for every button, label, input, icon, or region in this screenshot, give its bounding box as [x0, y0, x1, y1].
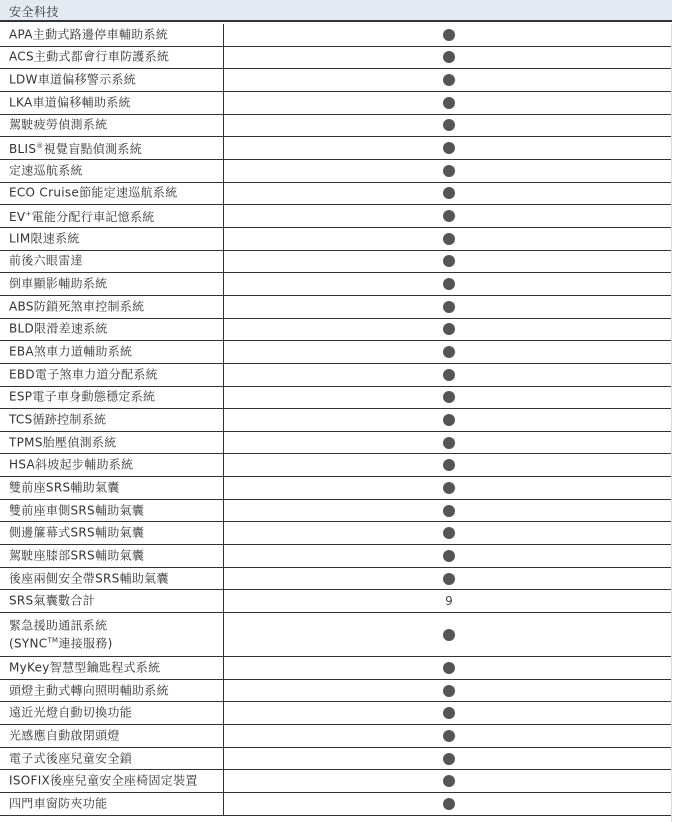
standard-equipment-dot-icon [443, 346, 455, 358]
standard-equipment-dot-icon [443, 29, 455, 41]
spec-row [0, 341, 672, 364]
feature-label [9, 163, 221, 178]
feature-label [9, 480, 221, 495]
spec-row [0, 657, 672, 680]
standard-equipment-dot-icon [443, 391, 455, 403]
feature-value [443, 629, 455, 641]
column-divider [223, 251, 224, 273]
standard-equipment-dot-icon [443, 369, 455, 381]
feature-label [9, 277, 221, 292]
feature-label-pre: EV [9, 210, 26, 225]
spec-row [0, 160, 672, 183]
feature-label-text: MyKey智慧型鑰匙程式系統 [9, 660, 161, 675]
superscript-mark: + [25, 210, 32, 219]
feature-label-text: 駕駛疲勞偵測系統 [9, 117, 108, 132]
section-header [0, 0, 672, 22]
standard-equipment-dot-icon [443, 301, 455, 313]
feature-label [9, 118, 221, 133]
feature-value [443, 685, 455, 697]
feature-label [9, 50, 221, 65]
feature-label-text: BLD限滑差速系統 [9, 321, 108, 336]
feature-label [9, 706, 221, 721]
feature-label-text: ACS主動式都會行車防護系統 [9, 49, 170, 64]
feature-value [443, 437, 455, 449]
feature-label [9, 345, 221, 360]
feature-label [9, 139, 221, 157]
feature-label [9, 796, 221, 811]
feature-label-text: 定速巡航系統 [9, 163, 83, 178]
feature-label [9, 751, 221, 766]
airbag-count-value: 9 [445, 594, 453, 609]
feature-label-text: 側邊簾幕式SRS輔助氣囊 [9, 525, 145, 540]
spec-row [0, 545, 672, 568]
feature-label-text: 雙前座車側SRS輔助氣囊 [9, 503, 145, 518]
section-title: 安全科技 [9, 5, 60, 19]
feature-value [443, 662, 455, 674]
feature-value [443, 505, 455, 517]
column-divider [223, 409, 224, 431]
feature-value [443, 119, 455, 131]
superscript-mark: ® [36, 142, 44, 151]
standard-equipment-dot-icon [443, 775, 455, 787]
column-divider [223, 115, 224, 137]
feature-label-text: LKA車道偏移輔助系統 [9, 95, 131, 110]
standard-equipment-dot-icon [443, 414, 455, 426]
column-divider [223, 545, 224, 567]
feature-value [443, 29, 455, 41]
feature-value [443, 482, 455, 494]
spec-row [0, 183, 672, 206]
feature-label [9, 618, 221, 651]
feature-label [9, 594, 221, 609]
column-divider [223, 657, 224, 679]
column-divider [223, 387, 224, 409]
column-divider [223, 47, 224, 69]
spec-row [0, 364, 672, 387]
column-divider [223, 24, 224, 46]
spec-row [0, 409, 672, 432]
feature-value [445, 594, 453, 608]
feature-label-line2-post: 連接服務) [58, 636, 113, 651]
feature-label-text: SRS氣囊數合計 [9, 593, 95, 608]
feature-label [9, 390, 221, 405]
feature-value [443, 730, 455, 742]
feature-label [9, 548, 221, 563]
feature-label-text: LDW車道偏移警示系統 [9, 72, 137, 87]
standard-equipment-dot-icon [443, 437, 455, 449]
spec-row [0, 296, 672, 319]
feature-value [443, 142, 455, 154]
standard-equipment-dot-icon [443, 233, 455, 245]
column-divider [223, 341, 224, 363]
feature-label [9, 231, 221, 246]
column-divider [223, 160, 224, 182]
spec-row [0, 454, 672, 477]
spec-row [0, 92, 672, 115]
spec-row [0, 680, 672, 703]
feature-value [443, 573, 455, 585]
spec-row [0, 115, 672, 138]
feature-label-text: 遠近光燈自動切換功能 [9, 705, 133, 720]
spec-row [0, 613, 672, 657]
standard-equipment-dot-icon [443, 629, 455, 641]
column-divider [223, 273, 224, 295]
spec-row [0, 770, 672, 793]
spec-row [0, 251, 672, 274]
feature-label [9, 774, 221, 789]
column-divider [223, 793, 224, 815]
standard-equipment-dot-icon [443, 187, 455, 199]
spec-row [0, 69, 672, 92]
feature-value [443, 414, 455, 426]
standard-equipment-dot-icon [443, 482, 455, 494]
standard-equipment-dot-icon [443, 119, 455, 131]
standard-equipment-dot-icon [443, 550, 455, 562]
column-divider [223, 228, 224, 250]
feature-label-text: 光感應自動啟閉頭燈 [9, 728, 120, 743]
feature-label [9, 503, 221, 518]
spec-row [0, 47, 672, 70]
feature-label [9, 322, 221, 337]
spec-row [0, 590, 672, 613]
column-divider [223, 69, 224, 91]
feature-value [443, 798, 455, 810]
feature-label-post: 電能分配行車記憶系統 [31, 210, 155, 225]
feature-label-line2-pre: (SYNC [9, 636, 48, 651]
feature-value [443, 550, 455, 562]
feature-label [9, 660, 221, 675]
standard-equipment-dot-icon [443, 142, 455, 154]
spec-row [0, 228, 672, 251]
spec-row [0, 702, 672, 725]
feature-label-text: 四門車窗防夾功能 [9, 796, 108, 811]
feature-value [443, 527, 455, 539]
feature-value [443, 210, 455, 222]
standard-equipment-dot-icon [443, 707, 455, 719]
standard-equipment-dot-icon [443, 573, 455, 585]
feature-value [443, 74, 455, 86]
column-divider [223, 92, 224, 114]
standard-equipment-dot-icon [443, 730, 455, 742]
column-divider [223, 137, 224, 159]
standard-equipment-dot-icon [443, 753, 455, 765]
feature-label [9, 571, 221, 586]
feature-label-text: LIM限速系統 [9, 231, 80, 246]
feature-label [9, 207, 221, 225]
spec-row [0, 24, 672, 47]
column-divider [223, 364, 224, 386]
feature-value [443, 255, 455, 267]
standard-equipment-dot-icon [443, 798, 455, 810]
column-divider [223, 590, 224, 612]
feature-label-text: 駕駛座膝部SRS輔助氣囊 [9, 548, 145, 563]
feature-label-text: ESP電子車身動態穩定系統 [9, 389, 156, 404]
feature-label-text: 後座兩側安全帶SRS輔助氣囊 [9, 571, 169, 586]
trademark-mark: TM [47, 636, 59, 645]
column-divider [223, 770, 224, 792]
feature-label-text: ISOFIX後座兒童安全座椅固定裝置 [9, 773, 198, 788]
feature-label [9, 186, 221, 201]
spec-row [0, 387, 672, 410]
feature-label-text: 前後六眼雷達 [9, 253, 83, 268]
spec-table [0, 24, 672, 816]
feature-value [443, 346, 455, 358]
feature-label [9, 95, 221, 110]
feature-label-text: ECO Cruise節能定速巡航系統 [9, 185, 178, 200]
spec-row [0, 793, 672, 816]
feature-value [443, 459, 455, 471]
spec-row [0, 273, 672, 296]
column-divider [223, 702, 224, 724]
feature-label-text: 倒車顯影輔助系統 [9, 276, 108, 291]
column-divider [223, 568, 224, 590]
column-divider [223, 680, 224, 702]
standard-equipment-dot-icon [443, 210, 455, 222]
feature-label [9, 73, 221, 88]
feature-label-text: 電子式後座兒童安全鎖 [9, 751, 133, 766]
feature-label [9, 526, 221, 541]
standard-equipment-dot-icon [443, 278, 455, 290]
column-divider [223, 500, 224, 522]
column-divider [223, 748, 224, 770]
feature-label [9, 254, 221, 269]
column-divider [223, 183, 224, 205]
standard-equipment-dot-icon [443, 165, 455, 177]
feature-label-post: 視覺盲點偵測系統 [43, 142, 142, 157]
standard-equipment-dot-icon [443, 97, 455, 109]
feature-label [9, 458, 221, 473]
standard-equipment-dot-icon [443, 685, 455, 697]
standard-equipment-dot-icon [443, 74, 455, 86]
feature-label-text: ABS防鎖死煞車控制系統 [9, 299, 145, 314]
feature-label-pre: BLIS [9, 142, 37, 157]
feature-label-text: EBA煞車力道輔助系統 [9, 344, 133, 359]
feature-label-text: 雙前座SRS輔助氣囊 [9, 480, 120, 495]
column-divider [223, 522, 224, 544]
feature-label [9, 27, 221, 42]
feature-label [9, 299, 221, 314]
spec-row [0, 522, 672, 545]
spec-row [0, 432, 672, 455]
spec-row [0, 137, 672, 160]
standard-equipment-dot-icon [443, 527, 455, 539]
column-divider [223, 432, 224, 454]
spec-row [0, 205, 672, 228]
column-divider [223, 296, 224, 318]
feature-value [443, 233, 455, 245]
standard-equipment-dot-icon [443, 51, 455, 63]
feature-value [443, 278, 455, 290]
standard-equipment-dot-icon [443, 459, 455, 471]
table-right-edge [671, 24, 672, 822]
standard-equipment-dot-icon [443, 662, 455, 674]
column-divider [223, 725, 224, 747]
feature-value [443, 369, 455, 381]
feature-label [9, 412, 221, 427]
feature-value [443, 775, 455, 787]
feature-label [9, 683, 221, 698]
standard-equipment-dot-icon [443, 323, 455, 335]
feature-value [443, 707, 455, 719]
feature-label-text: APA主動式路邊停車輔助系統 [9, 27, 169, 42]
feature-label [9, 435, 221, 450]
feature-label-text: TPMS胎壓偵測系統 [9, 435, 117, 450]
feature-label-text: 頭燈主動式轉向照明輔助系統 [9, 683, 169, 698]
spec-row [0, 748, 672, 771]
column-divider [223, 319, 224, 341]
feature-value [443, 323, 455, 335]
column-divider [223, 613, 224, 656]
standard-equipment-dot-icon [443, 505, 455, 517]
feature-label-text: TCS循跡控制系統 [9, 412, 107, 427]
feature-label-line1: 緊急援助通訊系統 [9, 618, 108, 633]
spec-row [0, 500, 672, 523]
feature-value [443, 51, 455, 63]
feature-label-text: HSA斜坡起步輔助系統 [9, 457, 134, 472]
spec-row [0, 725, 672, 748]
column-divider [223, 205, 224, 227]
feature-label [9, 728, 221, 743]
feature-label [9, 367, 221, 382]
spec-row [0, 319, 672, 342]
feature-value [443, 391, 455, 403]
column-divider [223, 454, 224, 476]
feature-value [443, 187, 455, 199]
feature-value [443, 301, 455, 313]
spec-row [0, 568, 672, 591]
column-divider [223, 477, 224, 499]
feature-value [443, 97, 455, 109]
feature-label-text: EBD電子煞車力道分配系統 [9, 367, 158, 382]
spec-row [0, 477, 672, 500]
feature-value [443, 753, 455, 765]
feature-value [443, 165, 455, 177]
standard-equipment-dot-icon [443, 255, 455, 267]
